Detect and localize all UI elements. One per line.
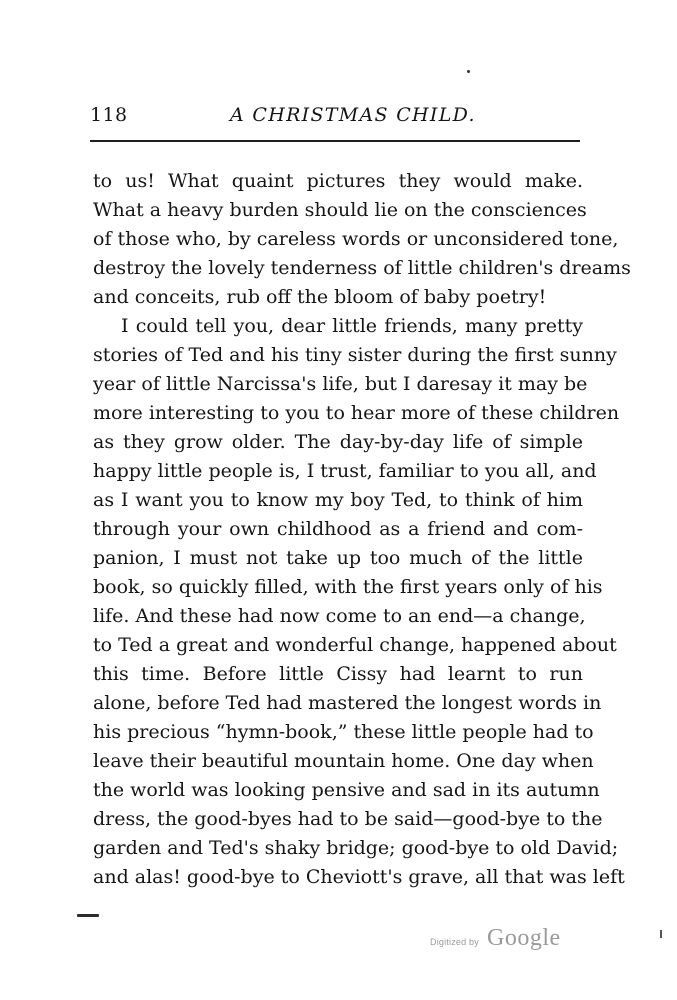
header-rule <box>90 140 580 142</box>
text-line: life. And these had now come to an end—a change, <box>93 605 586 627</box>
text-line: and conceits, rub off the bloom of baby poetry! <box>93 286 547 308</box>
text-line: stories of Ted and his tiny sister during the first sunny <box>93 344 617 366</box>
page-header <box>90 104 580 132</box>
digitized-watermark <box>430 925 561 952</box>
text-line: through your own childhood as a friend and com- <box>93 518 583 540</box>
ink-speck <box>467 70 470 73</box>
text-line: and alas! good-bye to Cheviott's grave, all that was left <box>93 866 625 888</box>
text-line: as I want you to know my boy Ted, to think of him <box>93 489 583 511</box>
text-line: as they grow older. The day-by-day life of simple <box>93 431 583 453</box>
text-line: book, so quickly filled, with the first years only of his <box>93 576 603 598</box>
text-line: his precious “hymn-book,” these little people had to <box>93 721 594 743</box>
text-line: garden and Ted's shaky bridge; good-bye to old David; <box>93 837 619 859</box>
text-line: to us! What quaint pictures they would make. <box>93 170 583 192</box>
text-line: alone, before Ted had mastered the longest words in <box>93 692 602 714</box>
text-line: of those who, by careless words or unconsidered tone, <box>93 228 619 250</box>
text-line: this time. Before little Cissy had learnt to run <box>93 663 583 685</box>
ink-speck <box>660 930 662 938</box>
text-line: year of little Narcissa's life, but I daresay it may be <box>93 373 588 395</box>
text-line: the world was looking pensive and sad in its autumn <box>93 779 600 801</box>
text-line: What a heavy burden should lie on the consciences <box>93 199 587 221</box>
text-line: to Ted a great and wonderful change, happened about <box>93 634 617 656</box>
text-line: I could tell you, dear little friends, many pretty <box>121 315 583 337</box>
running-title: A CHRISTMAS CHILD. <box>230 104 476 126</box>
margin-mark <box>77 914 99 917</box>
text-line: leave their beautiful mountain home. One day when <box>93 750 594 772</box>
text-line: destroy the lovely tenderness of little children's dreams <box>93 257 631 279</box>
google-logo: Google <box>487 925 561 951</box>
text-line: dress, the good-byes had to be said—good-bye to the <box>93 808 603 830</box>
watermark-prefix: Digitized by <box>430 937 479 947</box>
text-line: panion, I must not take up too much of the little <box>93 547 583 569</box>
page-number: 118 <box>90 104 128 126</box>
text-line: happy little people is, I trust, familiar to you all, and <box>93 460 597 482</box>
text-line: more interesting to you to hear more of these children <box>93 402 620 424</box>
